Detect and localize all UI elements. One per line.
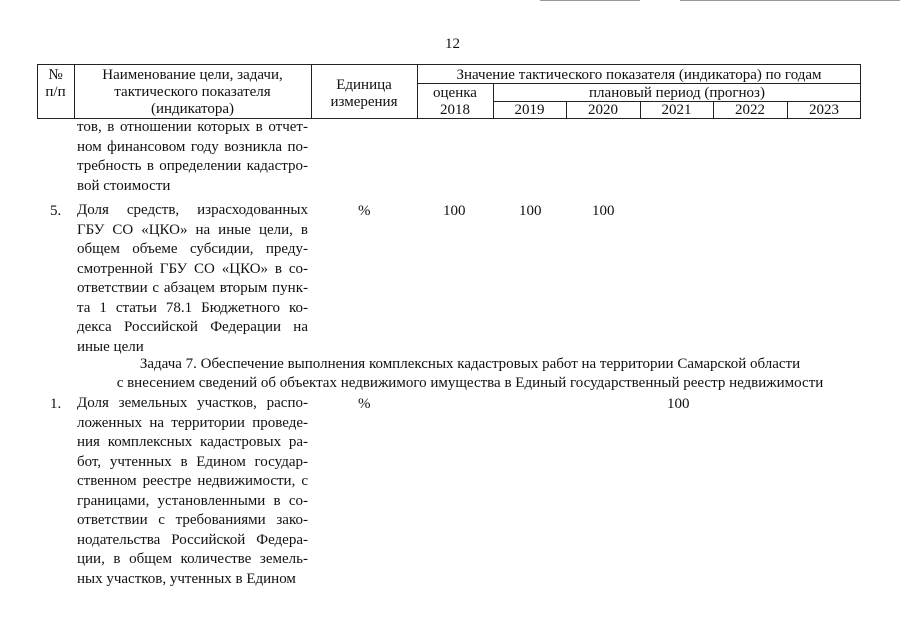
header-year: 2021 [661, 102, 692, 118]
header-year: 2023 [809, 102, 839, 118]
task-heading-line1: Задача 7. Обеспечение выполнения комплексных кадастровых работ на территории Самарской области [139, 356, 801, 372]
row-value-2020: 100 [592, 203, 615, 219]
row-number: 5. [50, 203, 62, 219]
row-unit: % [358, 396, 371, 412]
header-year: 2019 [514, 102, 545, 118]
header-unit-line1: Единица [336, 77, 392, 93]
task-heading-line2: с внесением сведений об объектах недвижимого имущества в Единый государственный реестр недвижимости [116, 375, 824, 391]
header-value-group: Значение тактического показателя (индикатора) по годам [456, 67, 822, 83]
header-num-line2: п/п [45, 84, 66, 100]
header-num-line1: № [48, 67, 63, 83]
header-unit-line2: измерения [330, 94, 398, 110]
row-number: 1. [50, 396, 62, 412]
scan-top-line-left [540, 0, 640, 1]
header-year: 2018 [440, 102, 470, 118]
row-value-2020: 100 [667, 396, 690, 412]
table-row-name: Доля земельных участков, расположенных на территории проведения комплексных кадастровых работ, учтенных в Едином государственном реестре недвижимости, с границами, установленными в соответствии с требованиями законодательства Российской Федерации, в общем количестве земельных участков, учтенных в Едином [77, 395, 308, 587]
header-name-line3: (индикатора) [150, 101, 235, 117]
row-unit: % [358, 203, 371, 219]
header-estimate: оценка [433, 85, 477, 101]
header-name-line2: тактического показателя [114, 84, 271, 100]
scan-top-line-right [680, 0, 900, 1]
header-divider [417, 83, 861, 84]
header-name-line1: Наименование цели, задачи, [102, 67, 283, 83]
row-value-2018: 100 [443, 203, 466, 219]
header-year: 2020 [588, 102, 618, 118]
table-row-name: Доля средств, израсходованных ГБУ СО «ЦКО» на иные цели, в общем объеме субсидии, предусмотренной ГБУ СО «ЦКО» в соответствии с абзацем вторым пункта 1 статьи 78.1 Бюджетного кодекса Российской Федерации на иные цели [77, 202, 308, 355]
header-year: 2022 [735, 102, 765, 118]
row-value-2019: 100 [519, 203, 542, 219]
table-row-name: тов, в отношении которых в отчетном финансовом году возникла потребность в определении кадастровой стоимости [77, 119, 308, 194]
page-number: 12 [445, 36, 460, 52]
header-planned-period: плановый период (прогноз) [589, 85, 765, 101]
